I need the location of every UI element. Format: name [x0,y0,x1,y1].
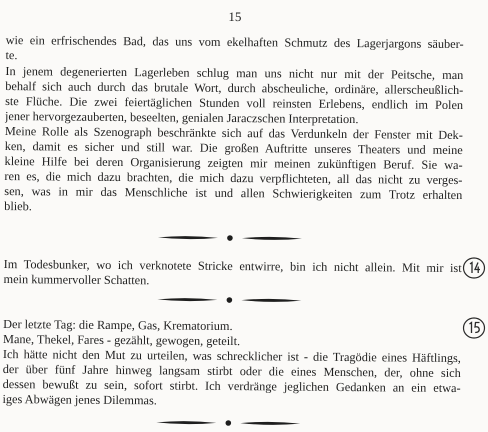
text-line: sen, was in mir das Menschliche ist und allen Schwierigkeiten zum Trotz erhalten [4,184,463,203]
text-line: Mane, Thekel, Fares - gezählt, gewogen, geteilt. [2,332,241,349]
text-line: ken, damit es sicher und still war. Die großen Auftritte unseres Theaters und meine [4,139,463,158]
section-separator [154,417,302,428]
text-line: jener hervorgezauberten, beseelten, genialen Jaraczschen Interpretation. [4,109,359,127]
page-number: 15 [228,8,242,25]
text-line: Der letzte Tag: die Rampe, Gas, Krematorium. [3,317,233,334]
text-line: Meine Rolle als Szenograph beschränkte sich auf das Verdunkeln der Fenster mit Dek- [4,124,463,143]
section-separator [156,232,304,243]
text-line: wie ein erfrischendes Bad, das uns vom ekelhaften Schmutz des Lagerjargons säuber- [5,33,464,52]
text-line: mein kummervoller Schatten. [3,272,150,288]
text-line: blieb. [4,199,32,214]
handwritten-margin-note-15 [462,316,486,340]
text-line: dessen bewußt zu sein, sofort stirbt. Ich verdränge jeglichen Gedanken an ein etwa- [2,377,461,396]
text-line: ren es, die mich dazu brachten, die mich dazu verpflichteten, all das nicht zu verges- [4,169,463,188]
text-line: ste Flüche. Die zwei feiertäglichen Stunden voll reinsten Erlebens, endlich im Polen [5,94,464,113]
text-line: In jenem degenerierten Lagerleben schlug man uns nicht nur mit der Peitsche, man [5,64,464,83]
text-line: kleine Hilfe bei deren Organisierung zeigten mir meinen zukünftigen Beruf. Sie wa- [4,154,463,173]
text-line: der über fünf Jahre hinweg langsam stirbt oder die eines Menschen, der, ohne sich [2,362,461,381]
text-line: te. [5,48,18,63]
section-separator [155,294,303,305]
text-line: Im Todesbunker, wo ich verknotete Stricke entwirre, bin ich nicht allein. Mit mir ist [3,257,462,276]
text-line: behalf sich auch durch das brutale Wort, durch abscheuliche, ordinäre, allerscheußlich- [5,79,464,98]
handwritten-margin-note-14 [462,256,486,280]
text-line: Ich hätte nicht den Mut zu urteilen, was schrecklicher ist - die Tragödie eines Häftlings, [2,347,461,366]
text-line: iges Abwägen jenes Dilemmas. [2,392,157,408]
